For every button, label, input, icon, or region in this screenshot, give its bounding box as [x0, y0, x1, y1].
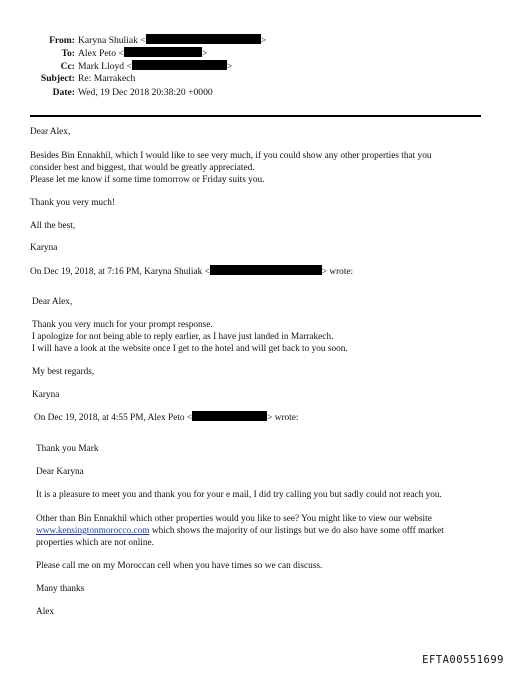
msg1-greeting: Dear Alex,: [30, 127, 71, 137]
quote1-paragraph-line: Thank you very much for your prompt response.: [32, 320, 213, 330]
cc-bracket: >: [226, 61, 233, 72]
to-bracket: >: [201, 48, 208, 59]
quote2-signature: Alex: [36, 607, 55, 617]
quote1-signature: Karyna: [32, 390, 60, 400]
quote2-paragraph: Please call me on my Moroccan cell when you have times so we can discuss.: [36, 561, 323, 571]
quote2-closing: Many thanks: [36, 584, 85, 594]
quote1-closing: My best regards,: [32, 367, 95, 377]
msg1-signature: Karyna: [30, 243, 58, 253]
msg1-thanks: Thank you very much!: [30, 198, 115, 208]
to-row: [0, 47, 300, 60]
quote2-intro: [34, 411, 298, 425]
quote1-wrote: > wrote:: [321, 267, 354, 277]
redaction-block: [192, 411, 267, 421]
quote2-wrote: > wrote:: [267, 413, 299, 423]
subject-value: Re: Marrakech: [78, 73, 136, 84]
quote2-thanks-mark: Thank you Mark: [36, 444, 99, 454]
website-link[interactable]: www.kensingtonmorocco.com: [36, 526, 150, 536]
subject-label: Subject:: [40, 73, 75, 84]
to-label: To:: [61, 48, 75, 59]
quote1-intro-text: On Dec 19, 2018, at 7:16 PM, Karyna Shuliak <: [30, 267, 210, 277]
cc-value: Mark Lloyd <: [78, 61, 132, 72]
quote1-paragraph-line: I will have a look at the website once I get to the hotel and will get back to you soon.: [32, 344, 348, 354]
quote2-intro-text: On Dec 19, 2018, at 4:55 PM, Alex Peto <: [34, 413, 193, 423]
date-value: Wed, 19 Dec 2018 20:38:20 +0000: [78, 87, 213, 98]
date-label: Date:: [52, 87, 75, 98]
from-value: Karyna Shuliak <: [78, 35, 146, 46]
redaction-block: [124, 47, 202, 57]
subject-row: [0, 73, 300, 85]
quote2-paragraph: It is a pleasure to meet you and thank you for your e mail, I did try calling you but sadly could not reach you.: [36, 490, 442, 500]
msg1-paragraph-line: Please let me know if some time tomorrow or Friday suits you.: [30, 175, 265, 185]
date-row: [0, 87, 300, 99]
cc-label: Cc:: [60, 61, 75, 72]
cc-row: [0, 60, 300, 73]
msg1-closing: All the best,: [30, 221, 76, 231]
bates-number: EFTA00551699: [422, 654, 504, 666]
quote2-paragraph-line-rest: which shows the majority of our listings but we do also have some offf market: [149, 526, 444, 536]
quote2-paragraph-line: Other than Bin Ennakhil which other properties would you like to see? You might like to view our website: [36, 514, 432, 524]
quote2-paragraph-line: [36, 526, 444, 538]
from-label: From:: [49, 35, 75, 46]
msg1-paragraph-line: Besides Bin Ennakhil, which I would like to see very much, if you could show any other properties that you: [30, 151, 432, 161]
redaction-block: [146, 34, 261, 44]
header-divider: [30, 115, 481, 117]
redaction-block: [210, 265, 322, 275]
quote1-greeting: Dear Alex,: [32, 297, 73, 307]
quote2-greeting: Dear Karyna: [36, 467, 84, 477]
redaction-block: [132, 60, 227, 70]
msg1-paragraph-line: consider best and biggest, that would be greatly appreciated.: [30, 163, 255, 173]
quote1-intro: [30, 265, 353, 279]
from-row: [0, 34, 300, 47]
quote1-paragraph-line: I apologize for not being able to reply earlier, as I have just landed in Marrakech.: [32, 332, 334, 342]
to-value: Alex Peto <: [78, 48, 124, 59]
quote2-paragraph-line: properties which are not online.: [36, 538, 154, 548]
from-bracket: >: [260, 35, 267, 46]
